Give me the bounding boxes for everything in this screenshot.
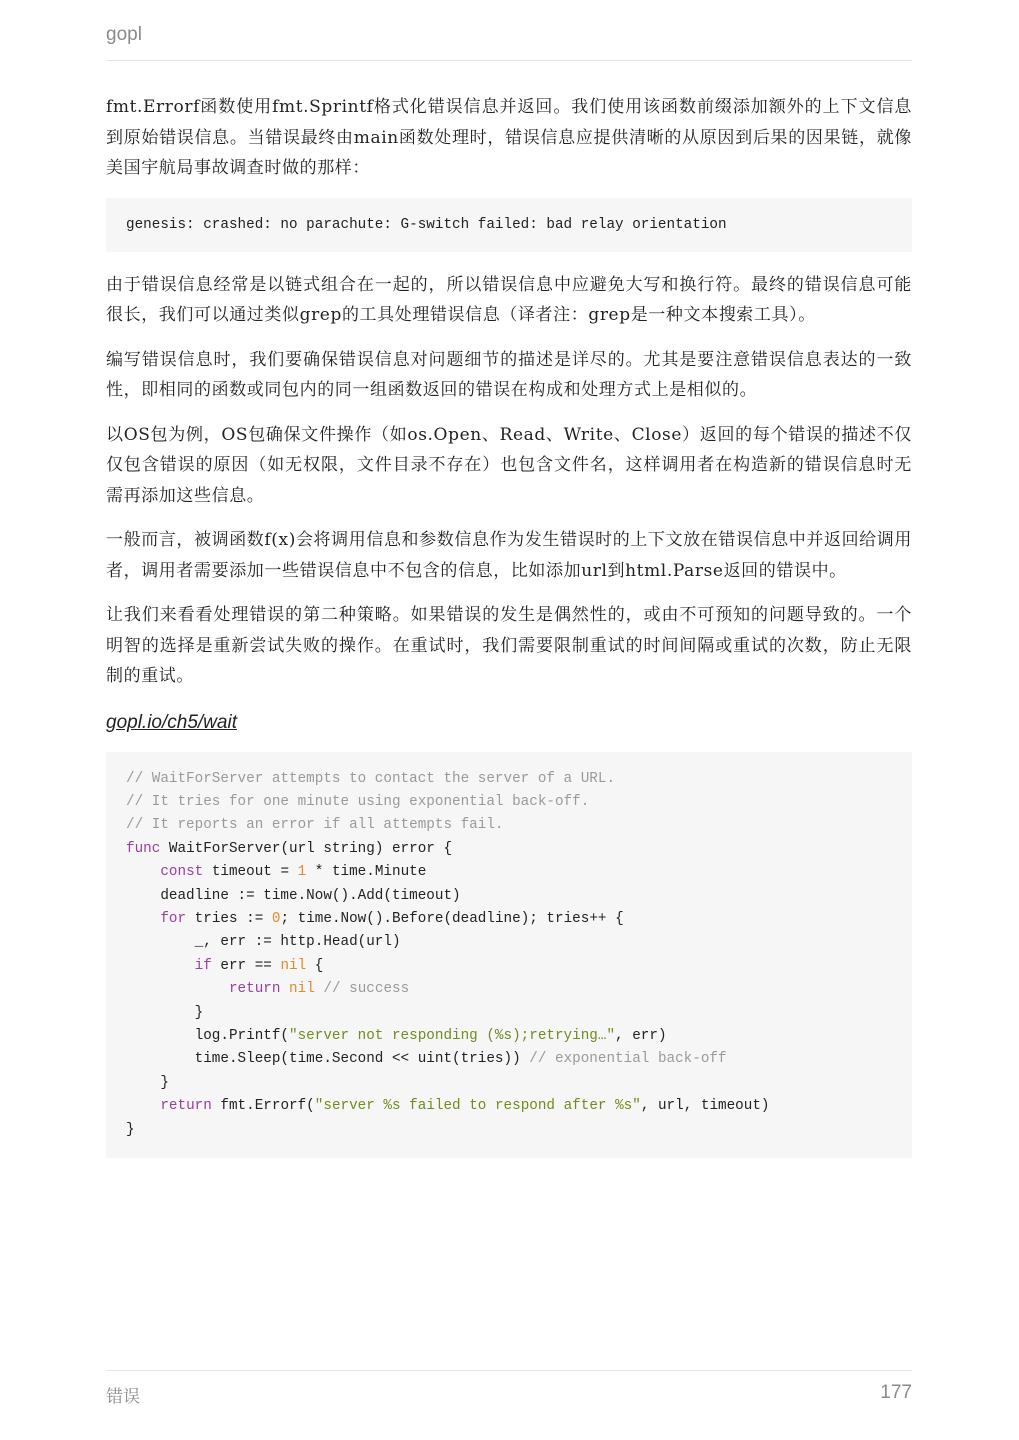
code-token-string: "server not responding (%s);retrying…"	[289, 1027, 616, 1044]
code-line	[126, 791, 892, 814]
code-token-comment: // success	[323, 981, 410, 998]
code-token-keyword: return	[160, 1098, 212, 1115]
code-token-plain: , err)	[615, 1027, 667, 1044]
code-token-plain: * time.Minute	[306, 864, 427, 881]
source-link[interactable]: gopl.io/ch5/wait	[106, 711, 237, 733]
code-line	[126, 768, 892, 791]
code-token-number: 1	[297, 864, 307, 881]
code-token-plain: }	[126, 1004, 204, 1021]
code-token-comment: // It reports an error if all attempts fail.	[126, 817, 504, 834]
paragraph-errorf-intro: fmt.Errorf函数使用fmt.Sprintf格式化错误信息并返回。我们使用该函数前缀添加额外的上下文信息到原始错误信息。当错误最终由main函数处理时，错误信息应提供清晰的从原因到后果的因果链，就像美国宇航局事故调查时做的那样：	[106, 97, 912, 178]
code-line	[126, 908, 892, 931]
code-token-keyword: return	[228, 981, 281, 998]
code-line	[126, 1002, 892, 1025]
code-token-number: 0	[271, 910, 281, 927]
code-token-plain: log.Printf(	[126, 1027, 290, 1044]
code-line	[126, 838, 892, 861]
code-token-plain: }	[126, 1121, 135, 1138]
code-line	[126, 1095, 892, 1118]
code-token-plain: , url, timeout)	[640, 1098, 770, 1115]
code-line	[126, 1119, 892, 1142]
code-token-plain: err ==	[211, 957, 281, 974]
header-divider	[106, 60, 912, 61]
page-content	[106, 92, 912, 1176]
code-token-plain	[126, 981, 229, 997]
code-line	[126, 885, 892, 908]
code-line	[126, 861, 892, 884]
code-token-plain: WaitForServer(url string) error {	[160, 840, 453, 857]
paragraph-retry-strategy: 让我们来看看处理错误的第二种策略。如果错误的发生是偶然性的，或由不可预知的问题导致的。一个明智的选择是重新尝试失败的操作。在重试时，我们需要限制重试的时间间隔或重试的次数，防止无限制的重试。	[106, 605, 912, 686]
code-line	[126, 1025, 892, 1048]
code-line	[126, 1048, 892, 1071]
example-output-block	[106, 198, 912, 252]
code-token-plain	[126, 864, 160, 880]
code-token-nil: nil	[280, 957, 307, 974]
code-token-plain	[280, 981, 289, 997]
code-token-keyword: for	[160, 910, 187, 927]
code-token-plain: fmt.Errorf(	[211, 1098, 315, 1115]
code-token-keyword: if	[194, 957, 212, 974]
page-number: 177	[880, 1382, 912, 1403]
code-token-keyword: func	[126, 840, 161, 857]
footer-divider	[106, 1370, 912, 1371]
code-line	[126, 931, 892, 954]
code-line	[126, 814, 892, 837]
code-token-plain: time.Sleep(time.Second << uint(tries))	[126, 1051, 530, 1068]
footer-section-title: 错误	[106, 1387, 140, 1407]
code-token-plain	[126, 911, 160, 927]
code-listing	[106, 752, 912, 1159]
code-token-comment: // It tries for one minute using exponential back-off.	[126, 793, 590, 810]
code-token-plain: ; time.Now().Before(deadline); tries++ {	[280, 910, 624, 927]
header-title: gopl	[106, 24, 142, 45]
paragraph-callee-context: 一般而言，被调函数f(x)会将调用信息和参数信息作为发生错误时的上下文放在错误信息中并返回给调用者，调用者需要添加一些错误信息中不包含的信息，比如添加url到html.Parse返回的错误中。	[106, 530, 912, 581]
paragraph-error-detail: 编写错误信息时，我们要确保错误信息对问题细节的描述是详尽的。尤其是要注意错误信息表达的一致性，即相同的函数或同包内的同一组函数返回的错误在构成和处理方式上是相似的。	[106, 349, 912, 400]
code-token-string: "server %s failed to respond after %s"	[314, 1098, 641, 1115]
code-token-plain	[126, 1098, 160, 1114]
code-line	[126, 955, 892, 978]
code-token-plain: deadline := time.Now().Add(timeout)	[126, 887, 461, 904]
code-token-plain: _, err := http.Head(url)	[126, 934, 401, 951]
code-token-plain: timeout =	[203, 864, 298, 881]
paragraph-chained-errors: 由于错误信息经常是以链式组合在一起的，所以错误信息中应避免大写和换行符。最终的错误信息可能很长，我们可以通过类似grep的工具处理错误信息（译者注：grep是一种文本搜索工具）。	[106, 274, 912, 325]
code-token-nil: nil	[289, 981, 315, 998]
code-token-comment: // WaitForServer attempts to contact the server of a URL.	[126, 770, 616, 787]
code-token-keyword: const	[160, 864, 204, 881]
code-token-comment: // exponential back-off	[529, 1051, 727, 1068]
code-line	[126, 978, 892, 1001]
example-output-text: genesis: crashed: no parachute: G-switch failed: bad relay orientation	[126, 216, 727, 233]
code-line	[126, 1072, 892, 1095]
code-token-plain: {	[306, 957, 324, 974]
code-token-plain	[126, 958, 195, 974]
paragraph-os-package: 以OS包为例，OS包确保文件操作（如os.Open、Read、Write、Close）返回的每个错误的描述不仅仅包含错误的原因（如无权限，文件目录不存在）也包含文件名，这样调用者在构造新的错误信息时无需再添加这些信息。	[106, 424, 912, 506]
code-token-plain: tries :=	[186, 910, 272, 927]
code-token-plain: }	[126, 1074, 169, 1091]
